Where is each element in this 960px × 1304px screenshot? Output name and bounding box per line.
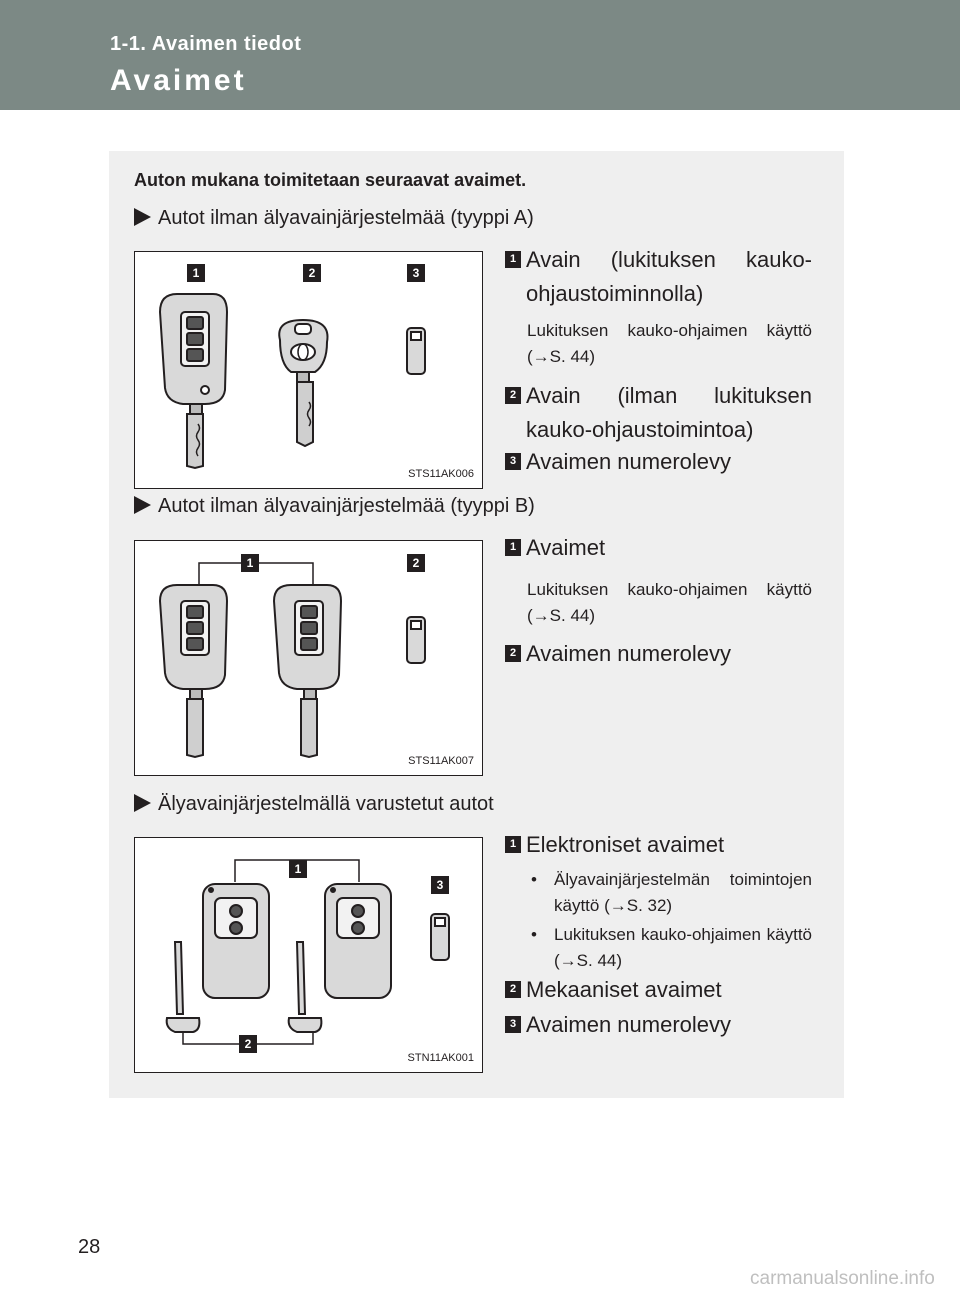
figure-keys-type-a bbox=[134, 251, 483, 489]
intro-text: Auton mukana toimitetaan seuraavat avaimet. bbox=[134, 170, 527, 190]
section-heading-type-a: Autot ilman älyavainjärjestelmää (tyyppi A) bbox=[134, 207, 534, 230]
list-item: 2 Avain (ilman lukituksen kauko-ohjaustoimintoa) bbox=[505, 379, 812, 447]
callout-badge: 2 bbox=[239, 1035, 257, 1053]
callout-badge: 1 bbox=[187, 264, 205, 282]
callout-badge: 1 bbox=[289, 860, 307, 878]
callout-badge: 3 bbox=[431, 876, 449, 894]
figure-smart-keys bbox=[134, 837, 483, 1073]
remote-key-illustration bbox=[274, 585, 341, 757]
chapter-header bbox=[0, 0, 960, 110]
list-item: 1 Elektroniset avaimet bbox=[505, 828, 812, 862]
section-heading-smart-key: Älyavainjärjestelmällä varustetut autot bbox=[134, 793, 494, 816]
bullet-item: • Lukituksen kauko-ohjaimen käyttö (→S. 44) bbox=[531, 925, 812, 970]
remote-key-illustration bbox=[160, 585, 227, 757]
triangle-bullet-icon bbox=[134, 208, 151, 226]
item-note: Lukituksen kauko-ohjaimen käyttö (→S. 44) bbox=[527, 580, 812, 625]
triangle-bullet-icon bbox=[134, 496, 151, 514]
callout-badge: 3 bbox=[407, 264, 425, 282]
figure-code: STS11AK007 bbox=[408, 755, 474, 767]
figure-code: STS11AK006 bbox=[408, 468, 474, 480]
item-note: Lukituksen kauko-ohjaimen käyttö (→S. 44) bbox=[527, 321, 812, 366]
list-item: 1 Avain (lukituksen kauko-ohjaustoiminnolla) bbox=[505, 243, 812, 311]
mechanical-key-illustration bbox=[279, 320, 327, 446]
key-number-plate-illustration bbox=[431, 914, 449, 960]
mechanical-key-illustration bbox=[289, 942, 322, 1032]
page-title: Avaimet bbox=[110, 64, 247, 97]
figure-code: STN11AK001 bbox=[407, 1052, 474, 1064]
list-item: 1 Avaimet bbox=[505, 531, 812, 565]
bullet-item: • Älyavainjärjestelmän toimintojen käyttö (→S. 32) bbox=[531, 870, 812, 915]
callout-badge: 2 bbox=[303, 264, 321, 282]
list-item: 3 Avaimen numerolevy bbox=[505, 445, 812, 479]
smart-key-illustration bbox=[325, 884, 391, 998]
list-item: 3 Avaimen numerolevy bbox=[505, 1008, 812, 1042]
section-title: 1-1. Avaimen tiedot bbox=[110, 33, 302, 55]
callout-badge: 1 bbox=[241, 554, 259, 572]
smart-key-illustration bbox=[203, 884, 269, 998]
page-number: 28 bbox=[78, 1236, 101, 1258]
mechanical-key-illustration bbox=[167, 942, 200, 1032]
key-number-plate-illustration bbox=[407, 328, 425, 374]
remote-key-illustration bbox=[160, 294, 227, 468]
list-item: 2 Mekaaniset avaimet bbox=[505, 973, 812, 1007]
watermark: carmanualsonline.info bbox=[750, 1268, 935, 1289]
list-item: 2 Avaimen numerolevy bbox=[505, 637, 812, 671]
key-number-plate-illustration bbox=[407, 617, 425, 663]
section-heading-type-b: Autot ilman älyavainjärjestelmää (tyyppi B) bbox=[134, 495, 535, 518]
callout-badge: 2 bbox=[407, 554, 425, 572]
figure-keys-type-b bbox=[134, 540, 483, 776]
triangle-bullet-icon bbox=[134, 794, 151, 812]
